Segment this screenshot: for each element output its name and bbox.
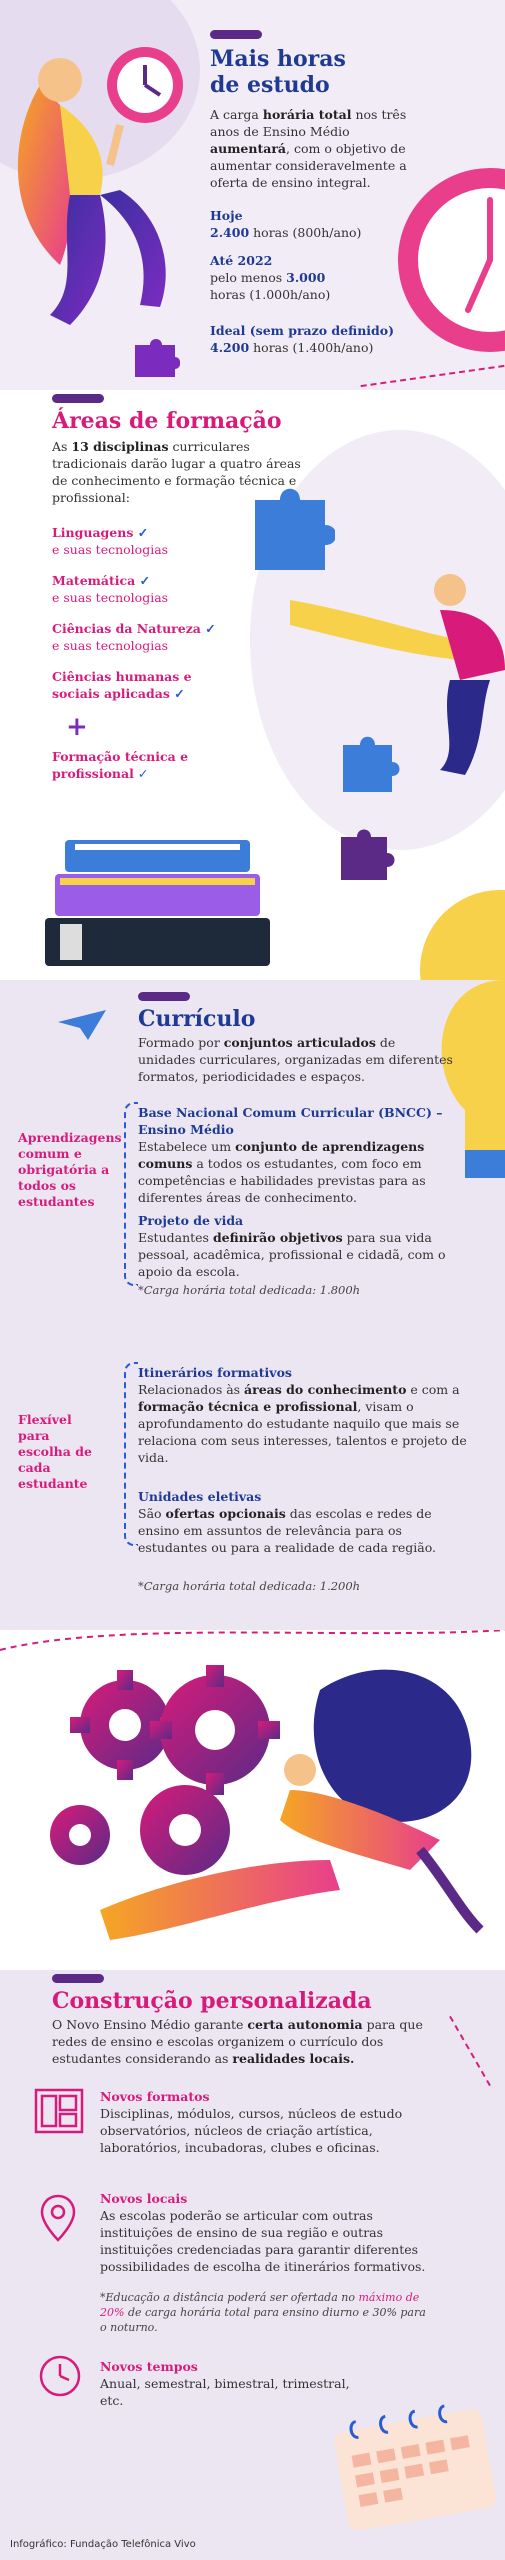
intro-text: curriculares tradicionais darão lugar a quatro áreas de conhecimento e formação técnica e profissional:	[52, 439, 301, 505]
area-name: Linguagens	[52, 525, 134, 540]
it-text: , visam o aprofundamento do estudante naquilo que mais se relaciona com seus interesses, talentos e projeto de vida.	[138, 1399, 467, 1465]
ate-block	[210, 252, 410, 303]
bncc-title: Base Nacional Comum Curricular (BNCC) – Ensino Médio	[138, 1105, 443, 1137]
novos-tempos-title: Novos tempos	[100, 2359, 198, 2374]
intro-text: para que redes de ensino e escolas organizem o currículo dos estudantes considerando as	[52, 2017, 423, 2066]
person-reaching-illustration	[290, 570, 505, 780]
ate-value: 3.000	[286, 270, 326, 285]
dashed-bracket	[124, 1102, 138, 1286]
area-name: Ciências da Natureza	[52, 621, 201, 636]
intro-paragraph	[210, 106, 420, 191]
gears-and-person-illustration	[0, 1630, 505, 1970]
intro-text: Formado por	[138, 1035, 224, 1050]
novos-formatos-title: Novos formatos	[100, 2089, 210, 2104]
itinerarios-title: Itinerários formativos	[138, 1365, 292, 1380]
check-icon: ✓	[174, 686, 185, 701]
section-mais-horas	[0, 0, 505, 390]
section-gears-illustration	[0, 1630, 505, 1970]
area-sub: e suas tecnologias	[52, 590, 169, 605]
plus-icon: +	[66, 712, 88, 742]
books-stack-illustration	[45, 840, 275, 970]
area-name: Formação técnica e profissional	[52, 749, 189, 781]
section-title: Áreas de formação	[52, 408, 282, 434]
eletivas-title: Unidades eletivas	[138, 1489, 262, 1504]
it-text: Relacionados às	[138, 1382, 245, 1397]
lightbulb-illustration	[405, 880, 505, 980]
area-name: Matemática	[52, 573, 136, 588]
pv-text: para sua vida pessoal, acadêmica, profissional e cidadã, com o apoio da escola.	[138, 1230, 446, 1279]
pv-bold: definirão objetivos	[212, 1230, 343, 1245]
check-icon: ✓	[205, 621, 216, 636]
ate-rest: horas (1.000h/ano)	[210, 287, 331, 302]
intro-bold: 13 disciplinas	[71, 439, 169, 454]
novos-formatos-block	[100, 2088, 420, 2156]
title-accent-bar	[210, 30, 262, 39]
area-sub: e suas tecnologias	[52, 542, 169, 557]
person-holding-clock-illustration	[0, 15, 200, 345]
bncc-text: a todos os estudantes, com foco em competências e habilidades previstas para as diferentes áreas de conhecimento.	[138, 1156, 426, 1205]
carga-horaria-note: *Carga horária total dedicada: 1.200h	[138, 1579, 361, 1593]
novos-tempos-text: Anual, semestral, bimestral, trimestral, etc.	[100, 2376, 350, 2408]
intro-paragraph	[52, 2016, 432, 2067]
ideal-label: Ideal (sem prazo definido)	[210, 323, 395, 338]
bncc-text: Estabelece um	[138, 1139, 236, 1154]
it-bold: áreas do conhecimento	[244, 1382, 407, 1397]
title-accent-bar	[52, 1974, 104, 1983]
projeto-vida-title: Projeto de vida	[138, 1213, 244, 1228]
intro-text: , com o objetivo de aumentar consideravelmente a oferta de ensino integral.	[210, 141, 407, 190]
check-icon: ✓	[137, 766, 149, 781]
it-text: e com a	[406, 1382, 460, 1397]
novos-locais-block	[100, 2190, 430, 2275]
layout-grid-icon	[34, 2088, 84, 2134]
novos-locais-title: Novos locais	[100, 2191, 188, 2206]
intro-text: nos três anos de Ensino Médio	[210, 107, 407, 139]
carga-horaria-note: *Carga horária total dedicada: 1.800h	[138, 1283, 361, 1297]
ue-text: das escolas e redes de ensino em assuntos de relevância para os estudantes ou para a realidade de cada região.	[138, 1506, 437, 1555]
area-sub: e suas tecnologias	[52, 638, 169, 653]
ead-text: de carga horária total para ensino diurno e 30% para o noturno.	[100, 2306, 426, 2334]
intro-text: A carga	[210, 107, 263, 122]
hoje-rest: horas (800h/ano)	[249, 225, 362, 240]
side-label-flexivel: Flexível para escolha de cada estudante	[18, 1412, 92, 1491]
intro-bold: certa autonomia	[247, 2017, 363, 2032]
ue-text: São	[138, 1506, 166, 1521]
bncc-block	[138, 1104, 473, 1206]
section-title-line1: Mais horas	[210, 46, 346, 72]
dashed-path	[449, 2016, 491, 2086]
puzzle-piece-icon	[130, 335, 180, 380]
ate-pre: pelo menos	[210, 270, 287, 285]
title-accent-bar	[52, 394, 104, 403]
intro-text: As	[52, 439, 72, 454]
section-areas	[0, 390, 505, 980]
hoje-label: Hoje	[210, 208, 243, 223]
ideal-rest: horas (1.400h/ano)	[249, 340, 374, 355]
area-item	[52, 668, 202, 702]
clock-icon	[390, 160, 505, 360]
hoje-value: 2.400	[210, 225, 250, 240]
ead-text: *Educação a distância poderá ser ofertada no	[100, 2291, 359, 2304]
ead-highlight: máximo de 20%	[100, 2291, 420, 2319]
footer-credit: Infográfico: Fundação Telefônica Vivo	[10, 2539, 196, 2550]
projeto-vida-block	[138, 1212, 473, 1280]
intro-text: O Novo Ensino Médio garante	[52, 2017, 248, 2032]
area-name: Ciências humanas e sociais aplicadas	[52, 669, 192, 701]
hoje-block	[210, 207, 410, 241]
puzzle-piece-icon	[335, 825, 395, 885]
area-item-tecnica	[52, 748, 202, 782]
intro-bold: conjuntos articulados	[223, 1035, 376, 1050]
intro-bold: realidades locais.	[232, 2051, 355, 2066]
check-icon: ✓	[137, 525, 149, 540]
itinerarios-block	[138, 1364, 468, 1466]
map-pin-icon	[40, 2194, 76, 2242]
ead-note	[100, 2290, 430, 2335]
intro-text: de unidades curriculares, organizadas em diferentes formatos, periodicidades e espaços.	[138, 1035, 453, 1084]
puzzle-piece-icon	[245, 480, 335, 580]
pv-text: Estudantes	[138, 1230, 213, 1245]
ue-bold: ofertas opcionais	[165, 1506, 286, 1521]
eletivas-block	[138, 1488, 468, 1556]
area-item	[52, 620, 292, 654]
section-title: Construção personalizada	[52, 1988, 372, 2014]
paper-plane-icon	[58, 1010, 106, 1040]
it-bold: formação técnica e profissional	[138, 1399, 358, 1414]
novos-formatos-text: Disciplinas, módulos, cursos, núcleos de estudo observatórios, núcleos de criação artística, laboratórios, incubadoras, clubes e oficinas.	[100, 2106, 403, 2155]
ideal-value: 4.200	[210, 340, 250, 355]
calendar-illustration	[325, 2400, 505, 2530]
section-title: Currículo	[138, 1006, 256, 1032]
section-curriculo	[0, 980, 505, 1630]
bncc-bold: conjunto de aprendizagens comuns	[138, 1139, 425, 1171]
intro-paragraph	[138, 1034, 453, 1085]
clock-icon	[38, 2354, 82, 2398]
side-label-comum: Aprendizagens comum e obrigatória a todos os estudantes	[18, 1130, 122, 1209]
intro-bold: horária total	[262, 107, 352, 122]
dashed-path	[361, 365, 505, 387]
novos-locais-text: As escolas poderão se articular com outras instituições de ensino de sua região e outras instituições credenciadas para garantir diferentes possibilidades de escolha de itinerários formativos.	[100, 2208, 426, 2274]
section-construcao	[0, 1970, 505, 2560]
check-icon: ✓	[139, 573, 151, 588]
intro-bold: aumentará	[210, 141, 287, 156]
title-accent-bar	[138, 992, 190, 1001]
ate-label: Até 2022	[210, 253, 273, 268]
dashed-bracket	[124, 1362, 138, 1546]
novos-tempos-block	[100, 2358, 360, 2409]
section-title-line2: de estudo	[210, 72, 330, 98]
